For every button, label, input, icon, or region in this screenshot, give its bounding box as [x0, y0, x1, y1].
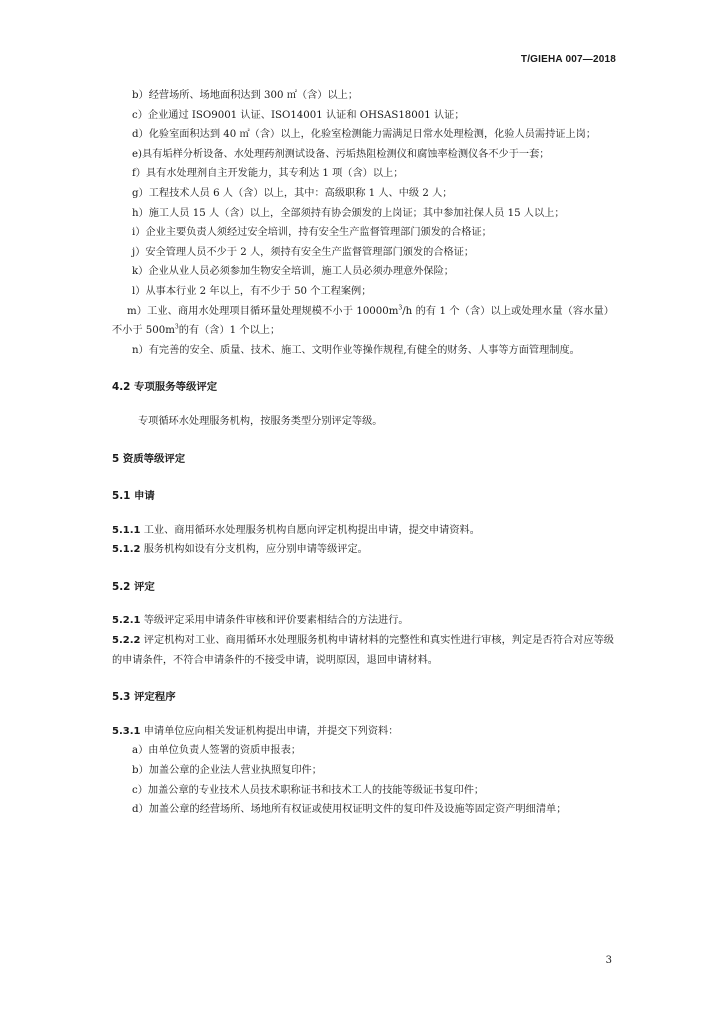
list-item: k）企业从业人员必须参加生物安全培训，施工人员必须办理意外保险； [132, 266, 454, 278]
list-item: b）经营场所、场地面积达到 300 ㎡（含）以上； [132, 90, 359, 101]
item-m-part2: /h 的有 1 个（含）以上或处理水量（容水量）不小于 500m [112, 305, 614, 337]
list-item-m [112, 302, 614, 341]
list-item: b）加盖公章的企业法人营业执照复印件； [132, 765, 322, 777]
clause-5-1-2 [112, 540, 614, 560]
clause-5-3-1 [112, 722, 614, 742]
clause-5-1-1 [112, 521, 614, 541]
list-item: d）加盖公章的经营场所、场地所有权证或使用权证明文件的复印件及设施等固定资产明细清单； [132, 804, 567, 816]
item-m-sup2: 3 [174, 323, 179, 331]
standard-code: T/GIEHA 007—2018 [520, 54, 616, 65]
heading-4-2: 4.2 专项服务等级评定 [112, 381, 218, 394]
list-item: c）企业通过 ISO9001 认证、ISO14001 认证和 OHSAS18001 认证； [132, 109, 465, 121]
list-item: d）化验室面积达到 40 ㎡（含）以上，化验室检测能力需满足日常水处理检测，化验人员需持证上岗； [132, 129, 597, 141]
page-number: 3 [605, 955, 612, 966]
clause-5-2-1 [112, 611, 614, 631]
item-m-part1: m）工业、商用水处理项目循环量处理规模不小于 10000m [127, 305, 399, 317]
clause-number: 5.1.1 [112, 524, 141, 536]
item-m-part3: 的有（含）1 个以上； [178, 325, 281, 337]
clause-text: 申请单位应向相关发证机构提出申请，并提交下列资料： [143, 725, 399, 737]
clause-number: 5.2.1 [112, 615, 141, 627]
list-item: f）具有水处理剂自主开发能力，其专利达 1 项（含）以上； [132, 168, 404, 180]
list-item: j）安全管理人员不少于 2 人，须持有安全生产监督管理部门颁发的合格证； [132, 246, 475, 258]
heading-5-3: 5.3 评定程序 [112, 691, 176, 704]
clause-number: 5.1.2 [112, 544, 141, 556]
list-item: e)具有垢样分析设备、水处理药剂测试设备、污垢热阻检测仪和腐蚀率检测仪各不少于一套； [132, 148, 550, 160]
clause-text: 工业、商用循环水处理服务机构自愿向评定机构提出申请，提交申请资料。 [143, 524, 480, 536]
list-item: g）工程技术人员 6 人（含）以上，其中：高级职称 1 人、中级 2 人； [132, 187, 453, 199]
heading-5-1: 5.1 申请 [112, 490, 155, 503]
heading-5-2: 5.2 评定 [112, 580, 155, 593]
clause-text: 评定机构对工业、商用循环水处理服务机构申请材料的完整性和真实性进行审核，判定是否符合对应等级的申请条件，不符合申请条件的不接受申请，说明原因，退回申请材料。 [112, 635, 614, 666]
clause-number: 5.2.2 [112, 635, 141, 647]
list-item: i）企业主要负责人须经过安全培训，持有安全生产监督管理部门颁发的合格证； [132, 227, 492, 239]
list-item: l）从事本行业 2 年以上，有不少于 50 个工程案例； [132, 285, 372, 297]
heading-5: 5 资质等级评定 [112, 452, 186, 465]
list-item: n）有完善的安全、质量、技术、施工、文明作业等操作规程,有健全的财务、人事等方面管理制度。 [132, 344, 580, 356]
clause-number: 5.3.1 [112, 725, 141, 737]
list-item: c）加盖公章的专业技术人员技术职称证书和技术工人的技能等级证书复印件； [132, 784, 485, 796]
paragraph: 专项循环水处理服务机构，按服务类型分别评定等级。 [138, 415, 383, 427]
clause-5-2-2 [112, 631, 614, 670]
list-item: h）施工人员 15 人（含）以上，全部须持有协会颁发的上岗证；其中参加社保人员 15 人以上； [132, 207, 565, 219]
clause-text: 等级评定采用申请条件审核和评价要素相结合的方法进行。 [143, 615, 409, 627]
clause-text: 服务机构如设有分支机构，应分别申请等级评定。 [143, 544, 368, 556]
list-item: a）由单位负责人签署的资质申报表； [132, 745, 302, 757]
document-body [112, 86, 614, 820]
item-m-sup1: 3 [398, 304, 403, 312]
